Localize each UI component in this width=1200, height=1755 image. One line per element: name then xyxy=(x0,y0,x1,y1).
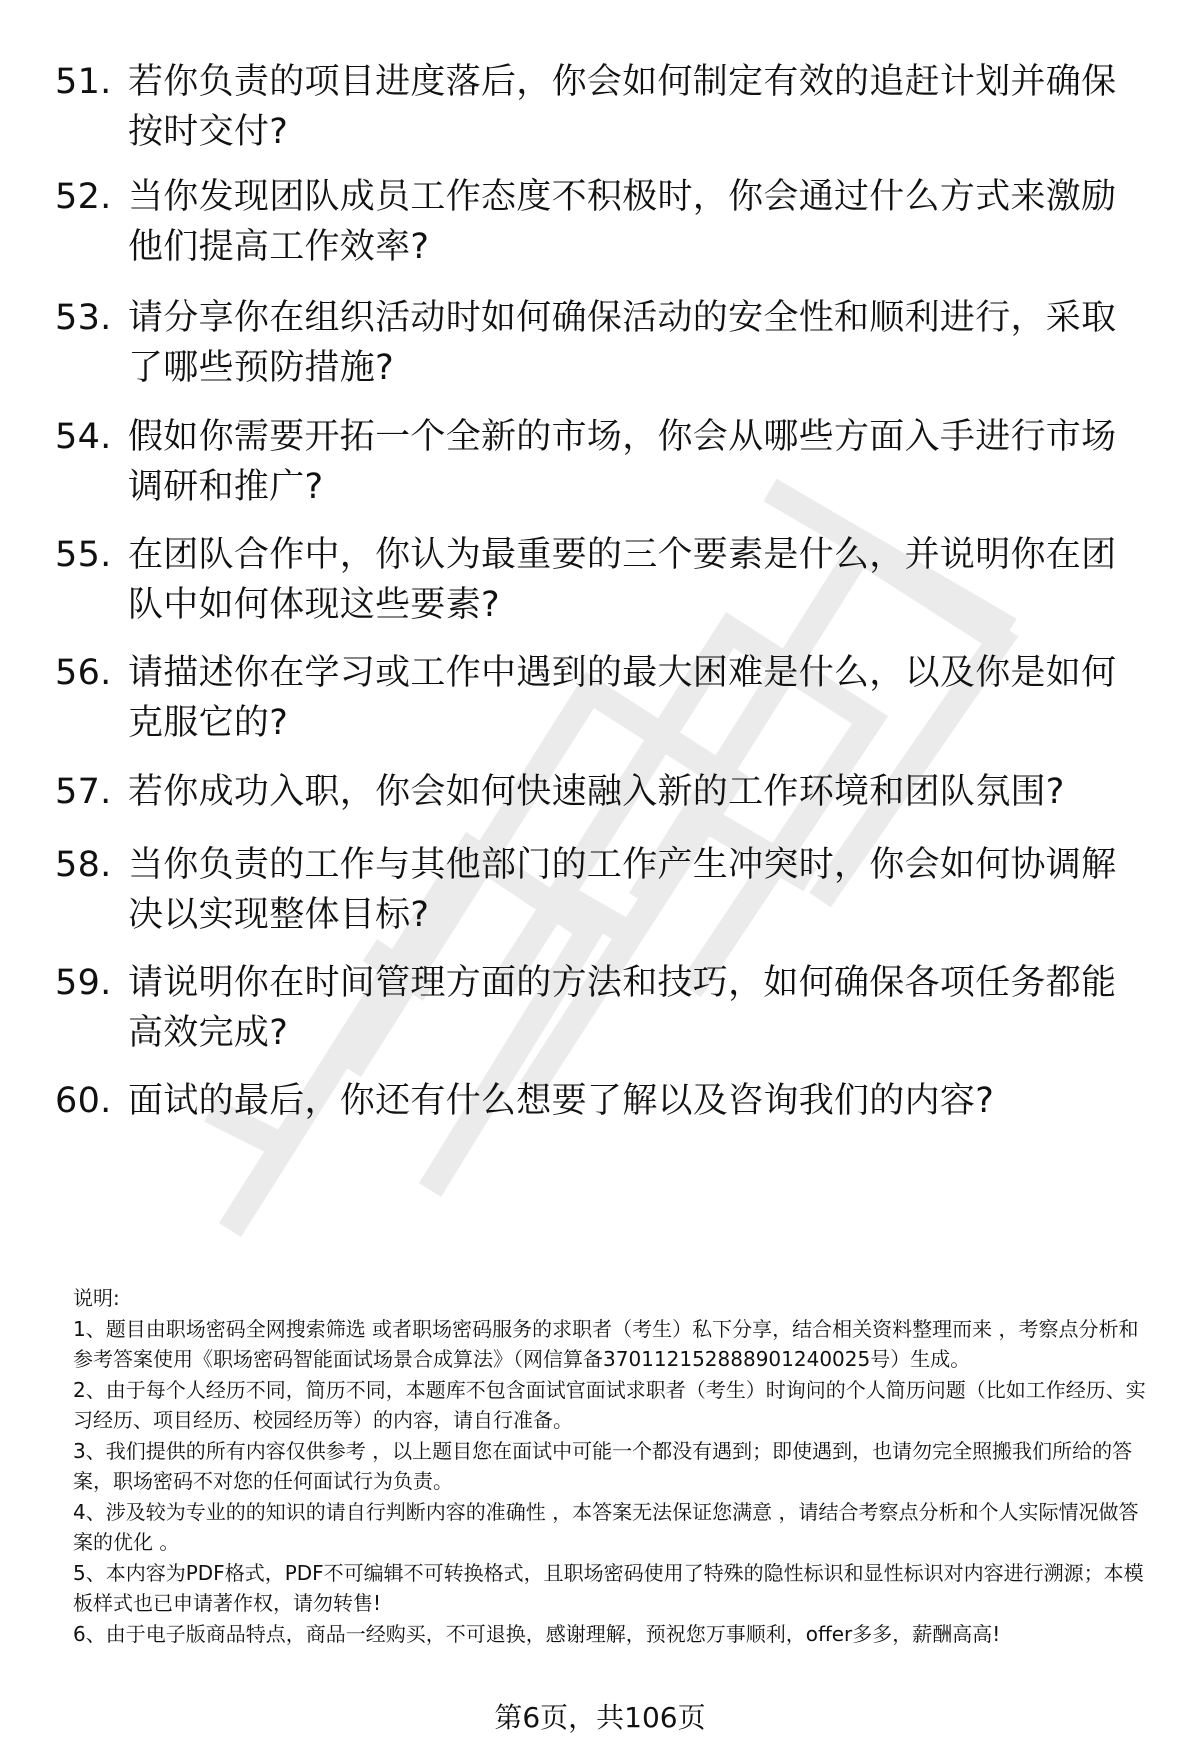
notes-title: 说明: xyxy=(73,1286,120,1310)
question-number: 51. xyxy=(55,62,112,102)
note-item: 5、本内容为PDF格式，PDF不可编辑不可转换格式，且职场密码使用了特殊的隐性标识和显性标识对内容进行溯源；本模板样式也已申请著作权，请勿转售! xyxy=(73,1560,1144,1615)
question-item xyxy=(55,958,1145,1058)
question-number: 52. xyxy=(55,177,112,217)
question-item xyxy=(55,57,1145,157)
page-number: 第6页，共106页 xyxy=(494,1701,706,1734)
note-item: 6、由于电子版商品特点，商品一经购买，不可退换，感谢理解，预祝您万事顺利，offer多多，薪酬高高! xyxy=(73,1621,1001,1646)
question-text: 请描述你在学习或工作中遇到的最大困难是什么，以及你是如何克服它的? xyxy=(128,653,1117,743)
notes-section xyxy=(73,1283,1158,1649)
question-item xyxy=(55,767,1145,817)
question-item xyxy=(55,172,1145,272)
note-item: 3、我们提供的所有内容仅供参考 ，以上题目您在面试中可能一个都没有遇到；即使遇到，也请勿完全照搬我们所给的答案，职场密码不对您的任何面试行为负责。 xyxy=(73,1438,1133,1493)
question-item xyxy=(55,840,1145,940)
question-text: 当你负责的工作与其他部门的工作产生冲突时，你会如何协调解决以实现整体目标? xyxy=(128,845,1117,935)
question-text: 在团队合作中，你认为最重要的三个要素是什么，并说明你在团队中如何体现这些要素? xyxy=(128,535,1117,625)
question-text: 请分享你在组织活动时如何确保活动的安全性和顺利进行，采取了哪些预防措施? xyxy=(128,298,1117,388)
question-text: 请说明你在时间管理方面的方法和技巧，如何确保各项任务都能高效完成? xyxy=(128,963,1117,1053)
question-item xyxy=(55,648,1145,748)
question-text: 假如你需要开拓一个全新的市场，你会从哪些方面入手进行市场调研和推广? xyxy=(128,417,1117,507)
note-item: 4、涉及较为专业的的知识的请自行判断内容的准确性 ，本答案无法保证您满意 ，请结合考察点分析和个人实际情况做答案的优化 。 xyxy=(73,1499,1139,1554)
question-number: 54. xyxy=(55,417,112,457)
question-number: 59. xyxy=(55,963,112,1003)
note-item: 1、题目由职场密码全网搜索筛选 或者职场密码服务的求职者（考生）私下分享，结合相关资料整理而来 ，考察点分析和参考答案使用《职场密码智能面试场景合成算法》（网信算备370112152888901240025号）生成。 xyxy=(73,1316,1139,1371)
question-number: 57. xyxy=(55,772,112,812)
question-item xyxy=(55,293,1145,393)
question-text: 当你发现团队成员工作态度不积极时，你会通过什么方式来激励他们提高工作效率? xyxy=(128,177,1117,267)
question-number: 56. xyxy=(55,653,112,693)
question-item xyxy=(55,412,1145,512)
question-number: 53. xyxy=(55,298,112,338)
question-text: 若你负责的项目进度落后，你会如何制定有效的追赶计划并确保按时交付? xyxy=(128,62,1117,152)
question-item xyxy=(55,1076,1145,1126)
question-text: 若你成功入职，你会如何快速融入新的工作环境和团队氛围? xyxy=(128,772,1065,812)
question-item xyxy=(55,530,1145,630)
question-number: 60. xyxy=(55,1081,112,1121)
question-text: 面试的最后，你还有什么想要了解以及咨询我们的内容? xyxy=(128,1081,995,1121)
note-item: 2、由于每个人经历不同，简历不同，本题库不包含面试官面试求职者（考生）时询问的个人简历问题（比如工作经历、实习经历、项目经历、校园经历等）的内容，请自行准备。 xyxy=(73,1377,1146,1432)
question-number: 55. xyxy=(55,535,112,575)
question-number: 58. xyxy=(55,845,112,885)
